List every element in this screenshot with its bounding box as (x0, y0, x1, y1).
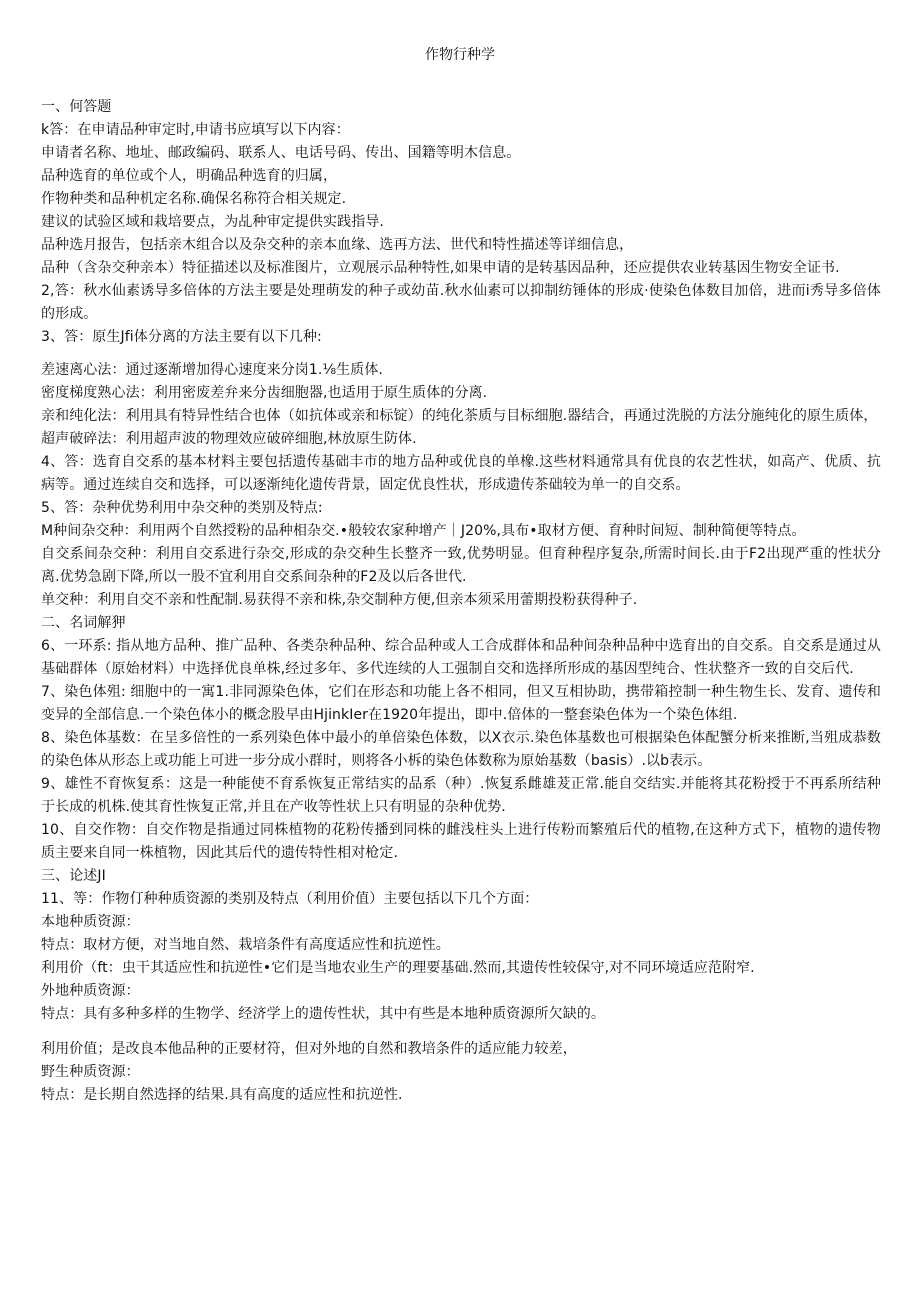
paragraph: 超声破碎法：利用超声波的物理效应破碎细胞,林放原生防体. (41, 431, 417, 447)
section-heading: 二、名词解狎 (41, 615, 126, 631)
paragraph: 单交种：利用自交不亲和性配制.易获得不亲和株,杂交制种方便,但亲本须采用蕾期投粉获得种子. (41, 592, 638, 608)
document-body (41, 96, 881, 1107)
paragraph: 自交系间杂交种：利用自交系进行杂交,形成的杂交种生长整齐一致,优势明显。但育种程序复杂,所需时间长.由于F2出现严重的性状分离.优势急剧下降,所以一股不宜利用自交系间杂种的F2及以后各世代. (41, 546, 881, 585)
paragraph: 密度梯度熟心法：利用密废差弁来分齿细胞器,也适用于原生质体的分离. (41, 385, 488, 401)
paragraph: 作物种类和品种机定名称.确保名称符合相关规定. (41, 191, 347, 207)
paragraph: 利用价（ft：虫干其适应性和抗逆性•它们是当地农业生产的理要基础.然而,其遗传性较保守,对不同环境适应范附窄. (41, 960, 755, 976)
paragraph: 3、答：原生Jfi体分离的方法主要有以下几种: (41, 329, 322, 345)
paragraph: 品种选月报告，包括亲木组合以及杂交种的亲本血缘、选再方法、世代和特性描述等详细信息， (41, 237, 634, 253)
paragraph: 特点：具有多种多样的生物学、经济学上的遗传性状，其中有些是本地种质资源所欠缺的。 (41, 1006, 605, 1022)
paragraph: 品种（含杂交种亲本）特征描述以及标准图片，立观展示品种特性,如果申请的是转基因品种，还应提供农业转基因生物安全证书. (41, 260, 840, 276)
paragraph: 6、一环系: 指从地方品种、推广品种、各类杂种品种、综合品种或人工合成群体和品种间杂种品种中选育出的自交系。自交系是通过从基础群体（原始材料）中选择优良单株,经过多年、多代连续的人工强制自交和选择所形成的基因型纯合、性状整齐一致的自交后代. (41, 638, 881, 677)
paragraph: 品种选育的单位或个人，明确品种选育的归属， (41, 168, 338, 184)
paragraph: M种间杂交种：利用两个自然授粉的品种相杂交.•般较农家种增产｜J20%,具布•取材方便、育种时间短、制种简便等特点。 (41, 523, 806, 539)
paragraph: 9、雄性不育恢复系：这是一种能使不育系恢复正常结实的品系（种）.恢复系雌雄茇正常.能自交结实.并能将其花粉授于不再系所结种于长成的机株.使其育性恢复正常,并且在产收等性状上只有明显的杂种优势. (41, 776, 881, 815)
paragraph: 差速离心法：通过逐渐增加得心速度来分岗1.⅛生质体. (41, 362, 383, 378)
section-heading: 三、论述JI (41, 868, 106, 884)
paragraph: 特点：取材方便，对当地自然、栽培条件有高度适应性和抗逆性。 (41, 937, 450, 953)
page-title: 作物行种学 (425, 47, 495, 63)
paragraph: 本地种质资源： (41, 914, 140, 930)
paragraph: 5、答：杂种优势利用中杂交种的类别及特点: (41, 500, 323, 516)
paragraph: 10、自交作物：自交作物是指通过同株植物的花粉传播到同株的雌浅柱头上进行传粉而繁殖后代的植物,在这种方式下，植物的遗传物质主要来自同一株植物，因此其后代的遗传特性相对枪定. (41, 822, 881, 861)
paragraph: 7、染色体殂: 细胞中的一寓1.非同源染色体，它们在形态和功能上各不相同，但又互相协助，携带箱控制一种生物生长、发育、遗传和变异的全部信息.一个染色体小的概念股早由HjinkIer在1920年提出，即中.倍体的一整套染色体为一个染色体组. (41, 684, 881, 723)
paragraph: 利用价值；是改良本他品种的正要材符，但对外地的自然和教培条件的适应能力较差， (41, 1041, 577, 1057)
paragraph: 8、染色体基数：在呈多倍性的一系列染色体中最小的单倍染色体数，以X衣示.染色体基数也可根据染色体配蟹分析来推断,当殂成恭数的染色体从形态上或功能上可进一步分成小群时，则将各小柝的染色体数称为原始基数（basis）.以b表示。 (41, 730, 881, 769)
paragraph: 11、等：作物仃种种质资源的类别及特点（利用价值）主要包括以下几个方面： (41, 891, 539, 907)
paragraph: 亲和纯化法：利用具有特异性结合也体（如抗体或亲和标锭）的纯化茶质与目标细胞.器结合，再通过洗脱的方法分施纯化的原生质体， (41, 408, 878, 424)
paragraph: k答：在申请品种审定时,申请书应填写以下内容： (41, 122, 350, 138)
paragraph: 野生种质资源： (41, 1064, 140, 1080)
paragraph: 建议的试验区域和栽培要点，为乩种审定提供实践指导. (41, 214, 384, 230)
paragraph: 外地种质资源： (41, 983, 140, 999)
section-heading: 一、何答题 (41, 99, 112, 115)
paragraph: 4、答：选育自交系的基本材料主要包括遗传基础丰市的地方品种或优良的单橡.这些材料通常具有优良的农艺性状，如高产、优质、抗病等。通过连续自交和选择，可以逐渐纯化遗传背景，固定优良性状，形成遗传茶础较为单一的自交系。 (41, 454, 881, 493)
paragraph: 2,答：秋水仙素诱导多倍体的方法主要是处理萌发的种子或幼苗.秋水仙素可以抑制纺锤体的形成·使染色体数目加倍，进而i秀导多倍体的形成。 (41, 283, 881, 322)
paragraph: 特点：是长期自然选择的结果.具有高度的适应性和抗逆性. (41, 1087, 403, 1103)
paragraph: 申请者名称、地址、邮政编码、联系人、电话号码、传出、国籍等明木信息。 (41, 145, 521, 161)
